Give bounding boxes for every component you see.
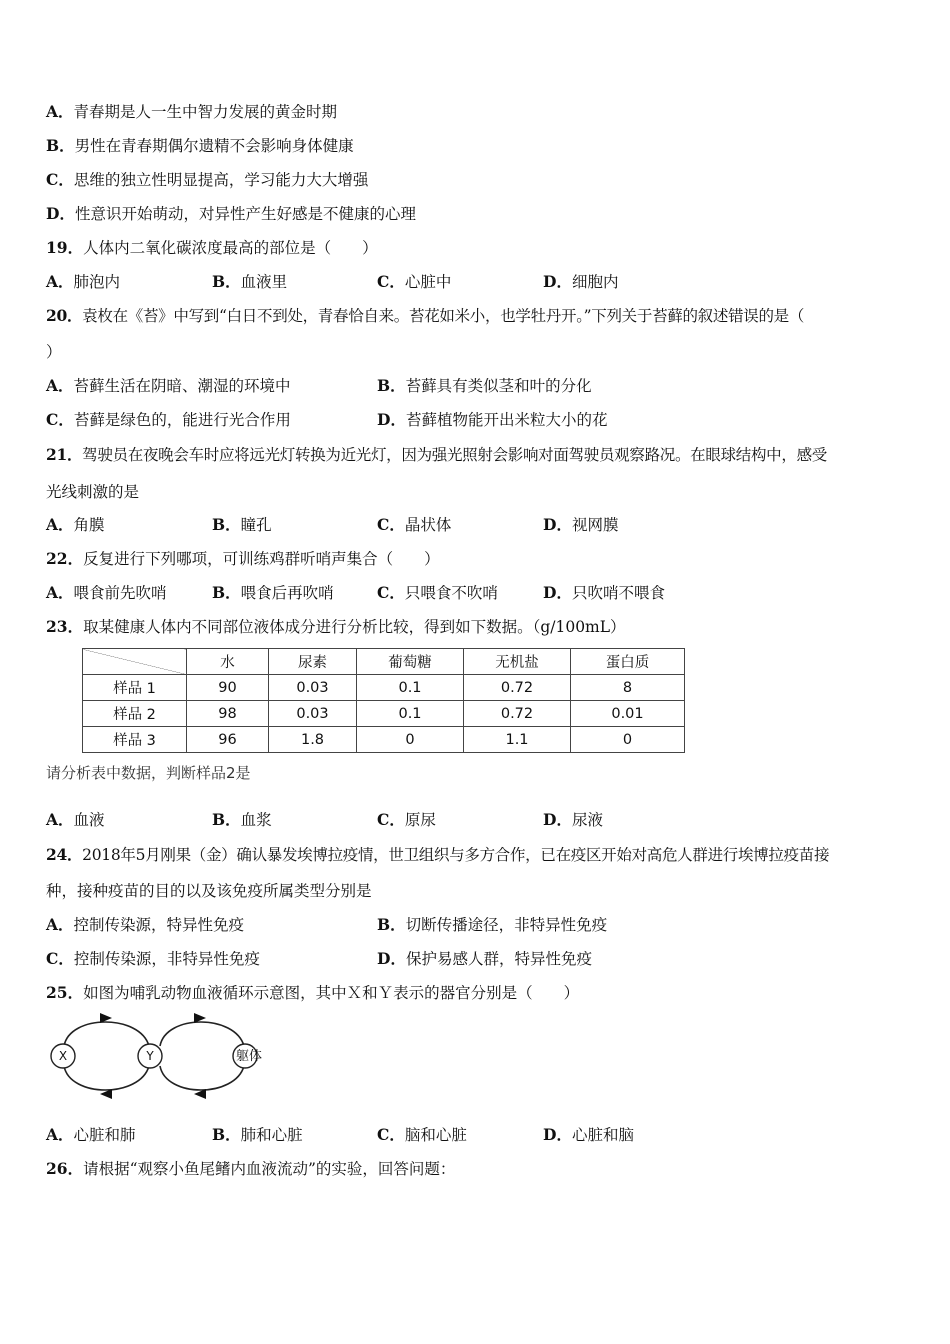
q19-option-d: D．细胞内 [543,272,619,291]
table-row [83,727,685,753]
circulation-diagram [40,1010,280,1105]
table-corner-cell [83,649,187,675]
q22-option-d: D．只吹哨不喂食 [543,583,665,602]
systemic-top-arc [160,1022,244,1046]
q24-option-d: D．保护易感人群，特异性免疫 [377,949,592,968]
q18-option-d: D．性意识开始萌动，对异性产生好感是不健康的心理 [46,204,416,223]
q18-option-c: C．思维的独立性明显提高，学习能力大大增强 [46,170,369,189]
q19-option-c: C．心脏中 [377,272,452,291]
q20-stem-line2: ） [46,343,62,361]
q23-option-c: C．原尿 [377,810,436,829]
table-row-label: 样品 1 [83,675,187,701]
q23-note: 请分析表中数据，判断样品2是 [46,764,251,782]
q21-option-b: B．瞳孔 [212,515,272,534]
q26-stem: 26．请根据“观察小鱼尾鳍内血液流动”的实验，回答问题： [46,1159,456,1178]
q22-option-b: B．喂食后再吹哨 [212,583,334,602]
q24-stem-line1: 24．2018年5月刚果（金）确认暴发埃博拉疫情，世卫组织与多方合作，已在疫区开始对高危人群进行埃博拉疫苗接 [46,845,830,864]
q22-stem: 22．反复进行下列哪项，可训练鸡群听哨声集合（ ） [46,549,440,568]
q25-option-c: C．脑和心脏 [377,1125,467,1144]
table-cell: 0.1 [357,701,464,727]
systemic-bottom-arc [160,1066,244,1090]
pulmonary-top-arc [64,1022,149,1046]
q25-option-d: D．心脏和脑 [543,1125,634,1144]
q20-stem-line1: 20．袁枚在《苔》中写到“白日不到处，青春恰自来。苔花如米小，也学牡丹开。”下列关于苔藓的叙述错误的是（ [46,306,805,325]
organ-x-label: X [58,1049,68,1063]
q20-option-c: C．苔藓是绿色的，能进行光合作用 [46,410,291,429]
table-header-cell: 蛋白质 [571,649,685,675]
table-cell: 96 [187,727,269,753]
q21-option-d: D．视网膜 [543,515,619,534]
table-cell: 0.01 [571,701,685,727]
q24-option-a: A．控制传染源，特异性免疫 [46,915,245,934]
q24-stem-line2: 种，接种疫苗的目的以及该免疫所属类型分别是 [46,882,372,900]
q22-option-c: C．只喂食不吹哨 [377,583,498,602]
q20-option-a: A．苔藓生活在阴暗、潮湿的环境中 [46,376,291,395]
q23-stem: 23．取某健康人体内不同部位液体成分进行分析比较，得到如下数据。（g/100mL） [46,617,626,636]
q21-option-a: A．角膜 [46,515,105,534]
q25-option-a: A．心脏和肺 [46,1125,136,1144]
table-cell: 0 [357,727,464,753]
table-cell: 0.72 [464,701,571,727]
table-cell: 0.03 [269,675,357,701]
organ-y-label: Y [146,1049,154,1063]
q23-option-a: A．血液 [46,810,105,829]
q18-option-a: A．青春期是人一生中智力发展的黄金时期 [46,102,338,121]
q24-option-b: B．切断传播途径，非特异性免疫 [377,915,608,934]
table-cell: 0.72 [464,675,571,701]
pulmonary-bottom-arc [64,1066,149,1090]
table-row [83,675,685,701]
table-header-cell: 无机盐 [464,649,571,675]
q22-option-a: A．喂食前先吹哨 [46,583,167,602]
q19-option-b: B．血液里 [212,272,288,291]
q24-option-c: C．控制传染源，非特异性免疫 [46,949,260,968]
q25-stem: 25．如图为哺乳动物血液循环示意图，其中Ｘ和Ｙ表示的器官分别是（ ） [46,983,580,1002]
q19-stem: 19．人体内二氧化碳浓度最高的部位是（ ） [46,238,378,257]
table-cell: 1.8 [269,727,357,753]
q25-option-b: B．肺和心脏 [212,1125,303,1144]
q19-option-a: A．肺泡内 [46,272,121,291]
table-cell: 0.1 [357,675,464,701]
table-header-row [83,649,685,675]
table-row [83,701,685,727]
table-cell: 98 [187,701,269,727]
q21-option-c: C．晶状体 [377,515,452,534]
table-cell: 8 [571,675,685,701]
table-row-label: 样品 3 [83,727,187,753]
q18-option-b: B．男性在青春期偶尔遗精不会影响身体健康 [46,136,354,155]
table-row-label: 样品 2 [83,701,187,727]
q20-option-b: B．苔藓具有类似茎和叶的分化 [377,376,592,395]
table-cell: 0.03 [269,701,357,727]
q20-option-d: D．苔藓植物能开出米粒大小的花 [377,410,608,429]
table-cell: 1.1 [464,727,571,753]
table-header-cell: 尿素 [269,649,357,675]
q21-stem-line1: 21．驾驶员在夜晚会车时应将远光灯转换为近光灯，因为强光照射会影响对面驾驶员观察路况。在眼球结构中，感受 [46,445,827,464]
table-cell: 0 [571,727,685,753]
table-header-cell: 水 [187,649,269,675]
q23-data-table [82,648,685,753]
q23-option-b: B．血浆 [212,810,272,829]
table-cell: 90 [187,675,269,701]
q21-stem-line2: 光线刺激的是 [46,483,140,501]
body-label: 躯体 [235,1049,263,1064]
table-header-cell: 葡萄糖 [357,649,464,675]
q23-option-d: D．尿液 [543,810,603,829]
